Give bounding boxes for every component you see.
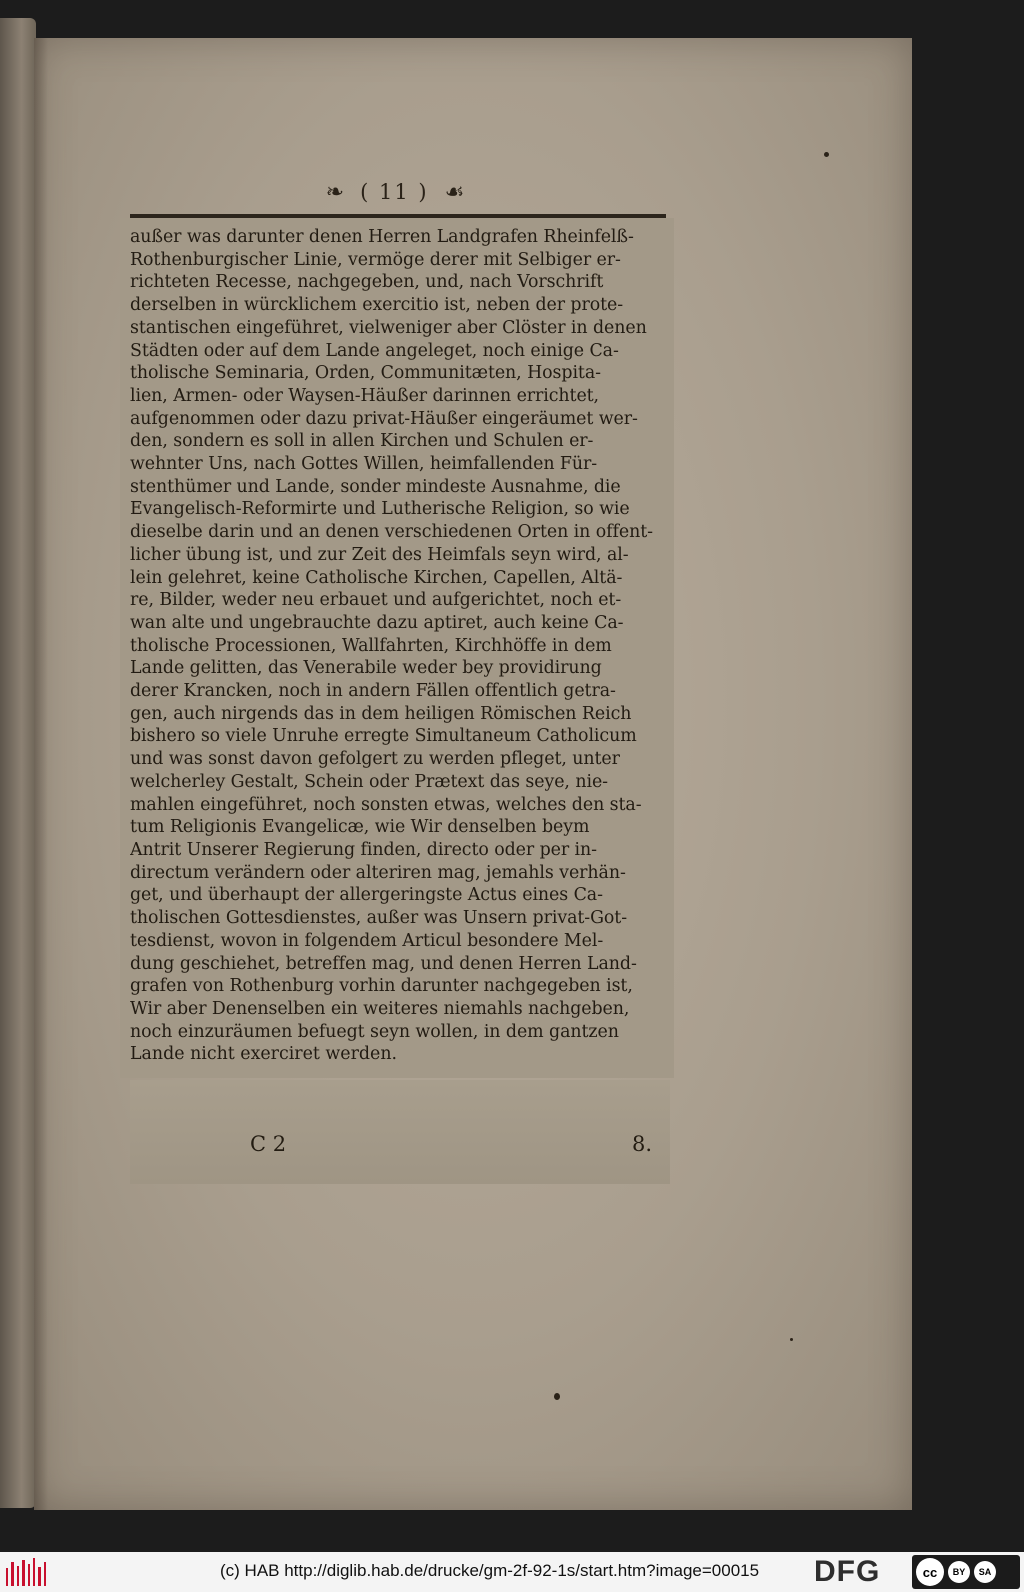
page-header: [130, 172, 660, 212]
text-line: welcherley Gestalt, Schein oder Prætext das seye, nie-: [130, 771, 608, 792]
dfg-logo[interactable]: DFG: [814, 1555, 881, 1588]
text-line: derselben in würcklichem exercitio ist, neben der prote-: [130, 295, 624, 316]
hab-library-logo-icon[interactable]: [6, 1558, 46, 1586]
text-line: tholische Processionen, Wallfahrten, Kirchhöffe in dem: [130, 635, 612, 656]
text-line: Evangelisch-Reformirte und Lutherische Religion, so wie: [130, 499, 630, 520]
text-line: dieselbe darin und an denen verschiedenen Orten in offent-: [130, 522, 653, 543]
cc-by-sa-icon[interactable]: [912, 1555, 1020, 1589]
text-line: gen, auch nirgends das in dem heiligen Römischen Reich: [130, 703, 632, 724]
text-line: grafen von Rothenburg vorhin darunter nachgegeben ist,: [130, 976, 633, 997]
text-line: re, Bilder, weder neu erbauet und aufgerichtet, noch et-: [130, 590, 622, 611]
text-line: tholischen Gottesdienstes, außer was Unsern privat-Got-: [130, 908, 628, 929]
ornament-left-icon: ❧: [325, 179, 345, 205]
text-line: aufgenommen oder dazu privat-Häußer eingeräumet wer-: [130, 408, 638, 429]
text-line: lien, Armen- oder Waysen-Häußer darinnen errichtet,: [130, 385, 600, 406]
text-line: richteten Recesse, nachgegeben, und, nach Vorschrift: [130, 272, 604, 293]
text-line: wan alte und ungebrauchte dazu aptiret, auch keine Ca-: [130, 612, 624, 633]
text-line: Rothenburgischer Linie, vermöge derer mit Selbiger er-: [130, 249, 621, 270]
text-line: licher übung ist, und zur Zeit des Heimfals seyn wird, al-: [130, 544, 629, 565]
text-line: wehnter Uns, nach Gottes Willen, heimfallenden Für-: [130, 454, 598, 475]
by-attribution-icon: BY: [948, 1561, 970, 1583]
ink-spot: [554, 1393, 560, 1400]
share-alike-icon: SA: [974, 1561, 996, 1583]
text-line: Städten oder auf dem Lande angeleget, noch einige Ca-: [130, 340, 619, 361]
text-line: bishero so viele Unruhe erregte Simultaneum Catholicum: [130, 726, 637, 747]
ink-spot: [824, 152, 829, 157]
text-line: stantischen eingeführet, vielweniger aber Clöster in denen: [130, 317, 647, 338]
text-line: tum Religionis Evangelicæ, wie Wir denselben beym: [130, 817, 590, 838]
viewer-footer-bar: [0, 1552, 1024, 1592]
page-number: ( 11 ): [360, 180, 429, 204]
text-line: und was sonst davon gefolgert zu werden pfleget, unter: [130, 749, 620, 770]
catchword: 8.: [632, 1132, 653, 1156]
text-line: Lande gelitten, das Venerabile weder bey providirung: [130, 658, 602, 679]
text-line: noch einzuräumen befuegt seyn wollen, in dem gantzen: [130, 1021, 619, 1042]
text-line: mahlen eingeführet, noch sonsten etwas, welches den sta-: [130, 794, 642, 815]
left-page-edge: [0, 18, 36, 1508]
text-line: stenthümer und Lande, sonder mindeste Ausnahme, die: [130, 476, 621, 497]
text-line: lein gelehret, keine Catholische Kirchen, Capellen, Altä-: [130, 567, 623, 588]
text-line: Wir aber Denenselben ein weiteres niemahls nachgeben,: [130, 998, 630, 1019]
footer-area: [130, 1080, 670, 1184]
text-line: Antrit Unserer Regierung finden, directo oder per in-: [130, 839, 597, 860]
copyright-credit-link[interactable]: (c) HAB http://diglib.hab.de/drucke/gm-2f-92-1s/start.htm?image=00015: [220, 1561, 760, 1580]
cc-icon: cc: [916, 1558, 944, 1586]
text-line: tesdienst, wovon in folgendem Articul besondere Mel-: [130, 930, 604, 951]
text-line: get, und überhaupt der allergeringste Actus eines Ca-: [130, 885, 603, 906]
text-line: außer was darunter denen Herren Landgrafen Rheinfelß-: [130, 227, 634, 247]
body-text: [130, 226, 670, 1066]
page-fold-shadow: [34, 38, 48, 1510]
text-line: tholische Seminaria, Orden, Communitæten, Hospita-: [130, 363, 601, 384]
text-line: dung geschiehet, betreffen mag, und denen Herren Land-: [130, 953, 637, 974]
text-line: directum verändern oder alteriren mag, jemahls verhän-: [130, 862, 626, 883]
ornament-right-icon: ☙: [444, 179, 465, 205]
text-line: Lande nicht exerciret werden.: [130, 1044, 398, 1065]
text-line: derer Krancken, noch in andern Fällen offentlich getra-: [130, 681, 616, 702]
text-line: den, sondern es soll in allen Kirchen und Schulen er-: [130, 431, 594, 452]
ink-spot: [790, 1338, 793, 1341]
signature-mark: C 2: [250, 1132, 287, 1156]
